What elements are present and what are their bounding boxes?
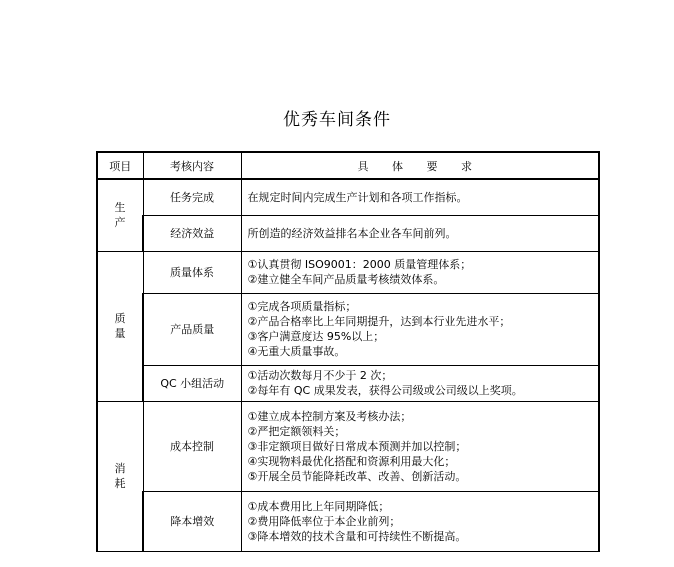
table-row <box>97 401 599 491</box>
item-cell: 产品质量 <box>143 293 241 365</box>
requirement-cell <box>241 179 599 215</box>
requirement-cell <box>241 215 599 251</box>
requirement-line: ①成本费用比上年同期降低； <box>247 499 390 513</box>
requirement-line: 所创造的经济效益排名本企业各车间前列。 <box>247 226 457 240</box>
item-cell: 经济效益 <box>143 215 241 251</box>
requirement-cell <box>241 365 599 401</box>
requirement-line: ①完成各项质量指标； <box>247 300 357 313</box>
conditions-table <box>96 151 600 552</box>
category-label: 质量 <box>114 312 126 340</box>
requirement-line: ③降本增效的技术含量和可持续性不断提高。 <box>247 529 467 543</box>
category-cell <box>97 251 143 401</box>
item-cell: 成本控制 <box>143 401 241 491</box>
table-row <box>97 365 599 401</box>
header-category: 项目 <box>97 152 143 179</box>
table-header-row <box>97 152 599 179</box>
requirement-line: ④无重大质量事故。 <box>247 345 346 358</box>
requirement-cell <box>241 293 599 365</box>
requirement-line: ②产品合格率比上年同期提升，达到本行业先进水平； <box>247 315 511 328</box>
category-label: 消耗 <box>114 462 126 490</box>
requirement-cell <box>241 491 599 551</box>
requirement-line: ②严把定额领料关； <box>247 424 346 438</box>
requirement-line: ②建立健全车间产品质量考核绩效体系。 <box>247 273 445 286</box>
requirement-line: ①活动次数每月不少于 2 次； <box>247 369 393 382</box>
requirement-line: ④实现物料最优化搭配和资源利用最大化； <box>247 454 456 468</box>
requirement-line: ③客户满意度达 95%以上； <box>247 330 385 343</box>
requirement-line: ①建立成本控制方案及考核办法； <box>247 409 412 423</box>
item-cell: 任务完成 <box>143 179 241 215</box>
table-row <box>97 179 599 215</box>
table-row <box>97 293 599 365</box>
page-title: 优秀车间条件 <box>283 110 391 130</box>
requirement-line: 在规定时间内完成生产计划和各项工作指标。 <box>247 190 468 204</box>
category-cell <box>97 401 143 551</box>
requirement-line: ③非定额项目做好日常成本预测并加以控制； <box>247 439 467 453</box>
header-requirement: 具 体 要 求 <box>241 152 599 179</box>
requirement-line: ①认真贯彻 ISO9001：2000 质量管理体系； <box>247 258 472 271</box>
table-row <box>97 215 599 251</box>
category-cell <box>97 179 143 251</box>
table-row <box>97 491 599 551</box>
item-cell: 质量体系 <box>143 251 241 293</box>
table-row <box>97 251 599 293</box>
requirement-line: ②费用降低率位于本企业前列； <box>247 514 401 528</box>
requirement-line: ②每年有 QC 成果发表，获得公司级或公司级以上奖项。 <box>247 384 523 397</box>
requirement-line: ⑤开展全员节能降耗改革、改善、创新活动。 <box>247 469 467 483</box>
category-label: 生产 <box>114 201 126 230</box>
requirement-cell <box>241 401 599 491</box>
item-cell: QC 小组活动 <box>143 365 241 401</box>
requirement-cell <box>241 251 599 293</box>
item-cell: 降本增效 <box>143 491 241 551</box>
header-item: 考核内容 <box>143 152 241 179</box>
